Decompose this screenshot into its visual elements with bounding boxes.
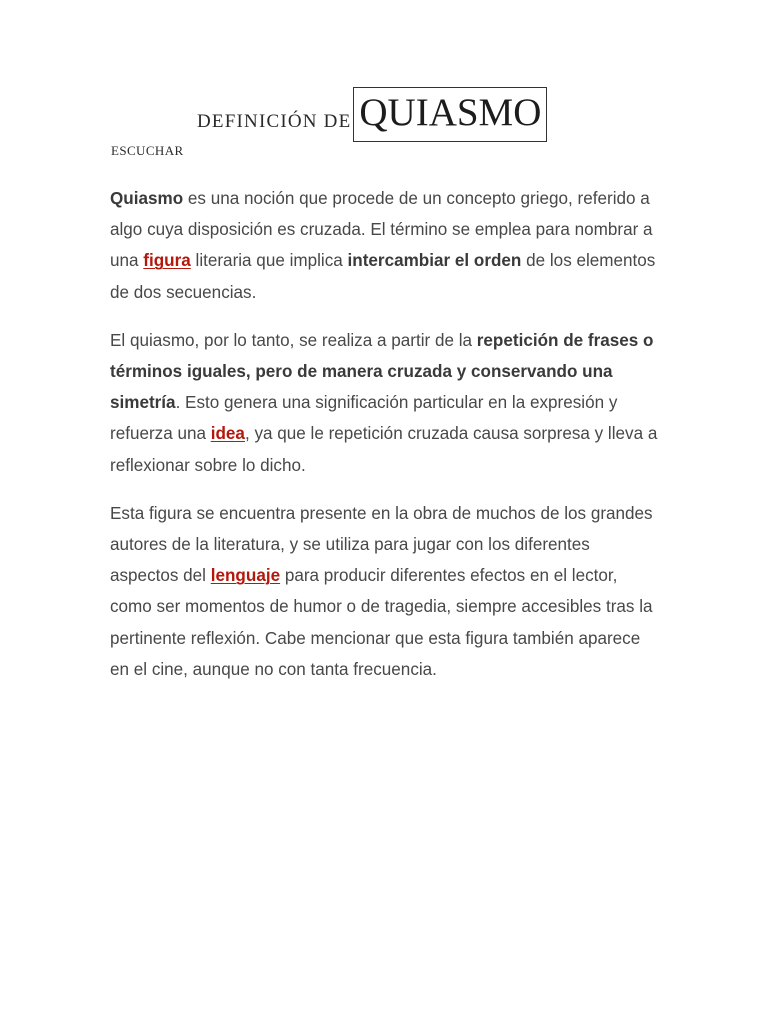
listen-button[interactable]: ESCUCHAR (111, 143, 184, 158)
link-figura[interactable]: figura (143, 251, 191, 271)
link-lenguaje[interactable]: lenguaje (210, 566, 281, 586)
text-span: Esta figura se encuentra presente en la obra de muchos de los grandes autores de la literatura, y se utiliza para jugar con los diferentes aspectos del (110, 503, 653, 586)
text-span: es una noción que procede de un concepto griego, referido a algo cuya disposición es cruzada. El término se emplea para nombrar a una (110, 189, 653, 271)
text-span: literaria que implica (190, 251, 348, 271)
paragraph-1 (110, 183, 662, 308)
bold-phrase: repetición de frases o términos iguales, pero de manera cruzada y conservando una simetría (110, 330, 654, 413)
text-span: , ya que le repetición cruzada causa sorpresa y lleva a reflexionar sobre lo dicho. (110, 424, 658, 475)
bold-phrase: intercambiar el orden (347, 251, 522, 271)
term-quiasmo: Quiasmo (110, 189, 184, 208)
title-prefix: DEFINICIÓN DE (197, 111, 352, 132)
text-span: para producir diferentes efectos en el lector, como ser momentos de humor o de tragedia, siempre accesibles tras la pertinente reflexión. Cabe mencionar que esta figura también aparece en el cine, aunque no con tanta frecuencia. (110, 566, 653, 679)
text-span: El quiasmo, por lo tanto, se realiza a partir de la (110, 330, 477, 350)
page-title (197, 86, 547, 142)
link-idea[interactable]: idea (210, 424, 245, 444)
paragraph-3 (110, 498, 662, 685)
text-span: . Esto genera una significación particular en la expresión y refuerza una (110, 393, 618, 444)
paragraph-2 (110, 325, 662, 481)
text-span: de los elementos de dos secuencias. (110, 251, 656, 302)
title-term-box: QUIASMO (353, 87, 547, 142)
article-body (110, 183, 662, 702)
